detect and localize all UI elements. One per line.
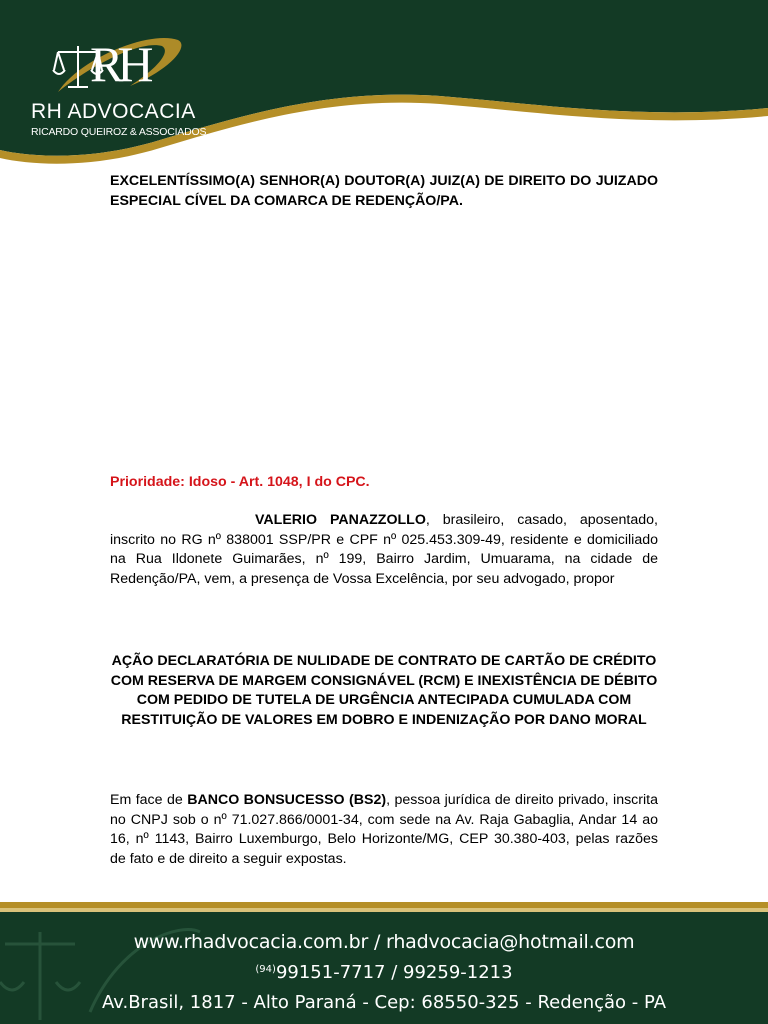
footer-phones <box>0 962 768 983</box>
footer-phone-numbers: 99151-7717 / 99259-1213 <box>275 962 513 983</box>
firm-name: RH ADVOCACIA <box>31 100 196 123</box>
logo-monogram: RH <box>90 36 148 92</box>
plaintiff-paragraph <box>110 511 658 589</box>
footer-area-code: (94) <box>255 964 276 975</box>
footer-website-email: www.rhadvocacia.com.br / rhadvocacia@hotmail.com <box>133 931 635 953</box>
footer-address: Av.Brasil, 1817 - Alto Paraná - Cep: 68550-325 - Redenção - PA <box>101 992 667 1013</box>
court-addressee: EXCELENTÍSSIMO(A) SENHOR(A) DOUTOR(A) JUIZ(A) DE DIREITO DO JUIZADO ESPECIAL CÍVEL DA COMARCA DE REDENÇÃO/PA. <box>110 173 658 209</box>
defendant-paragraph <box>110 791 658 869</box>
action-title: AÇÃO DECLARATÓRIA DE NULIDADE DE CONTRATO DE CARTÃO DE CRÉDITO COM RESERVA DE MARGEM CONSIGNÁVEL (RCM) E INEXISTÊNCIA DE DÉBITO COM PEDIDO DE TUTELA DE URGÊNCIA ANTECIPADA CUMULADA COM RESTITUIÇÃO DE VALORES EM DOBRO E INDENIZAÇÃO POR DANO MORAL <box>110 653 658 728</box>
plaintiff-qualification: , brasileiro, casado, aposentado, inscrito no RG nº 838001 SSP/PR e CPF nº 025.453.309-49, residente e domiciliado na Rua Ildonete Guimarães, nº 199, Bairro Jardim, Umuarama, na cidade de Redenção/PA, vem, a presença de Vossa Excelência, por seu advogado, propor <box>110 512 658 587</box>
defendant-name: BANCO BONSUCESSO (BS2) <box>187 792 387 808</box>
defendant-details: , pessoa jurídica de direito privado, inscrita no CNPJ sob o nº 71.027.866/0001-34, com sede na Av. Raja Gabaglia, Andar 14 ao 16, nº 1143, Bairro Luxemburgo, Belo Horizonte/MG, CEP 30.380-403, pelas razões de fato e de direito a seguir expostas. <box>110 792 658 867</box>
letterhead-header <box>0 0 768 172</box>
plaintiff-name: VALERIO PANAZZOLLO <box>255 512 426 528</box>
defendant-prefix: Em face de <box>110 792 188 808</box>
firm-subtitle: RICARDO QUEIROZ & ASSOCIADOS <box>31 126 207 138</box>
priority-notice: Prioridade: Idoso - Art. 1048, I do CPC. <box>110 474 370 490</box>
